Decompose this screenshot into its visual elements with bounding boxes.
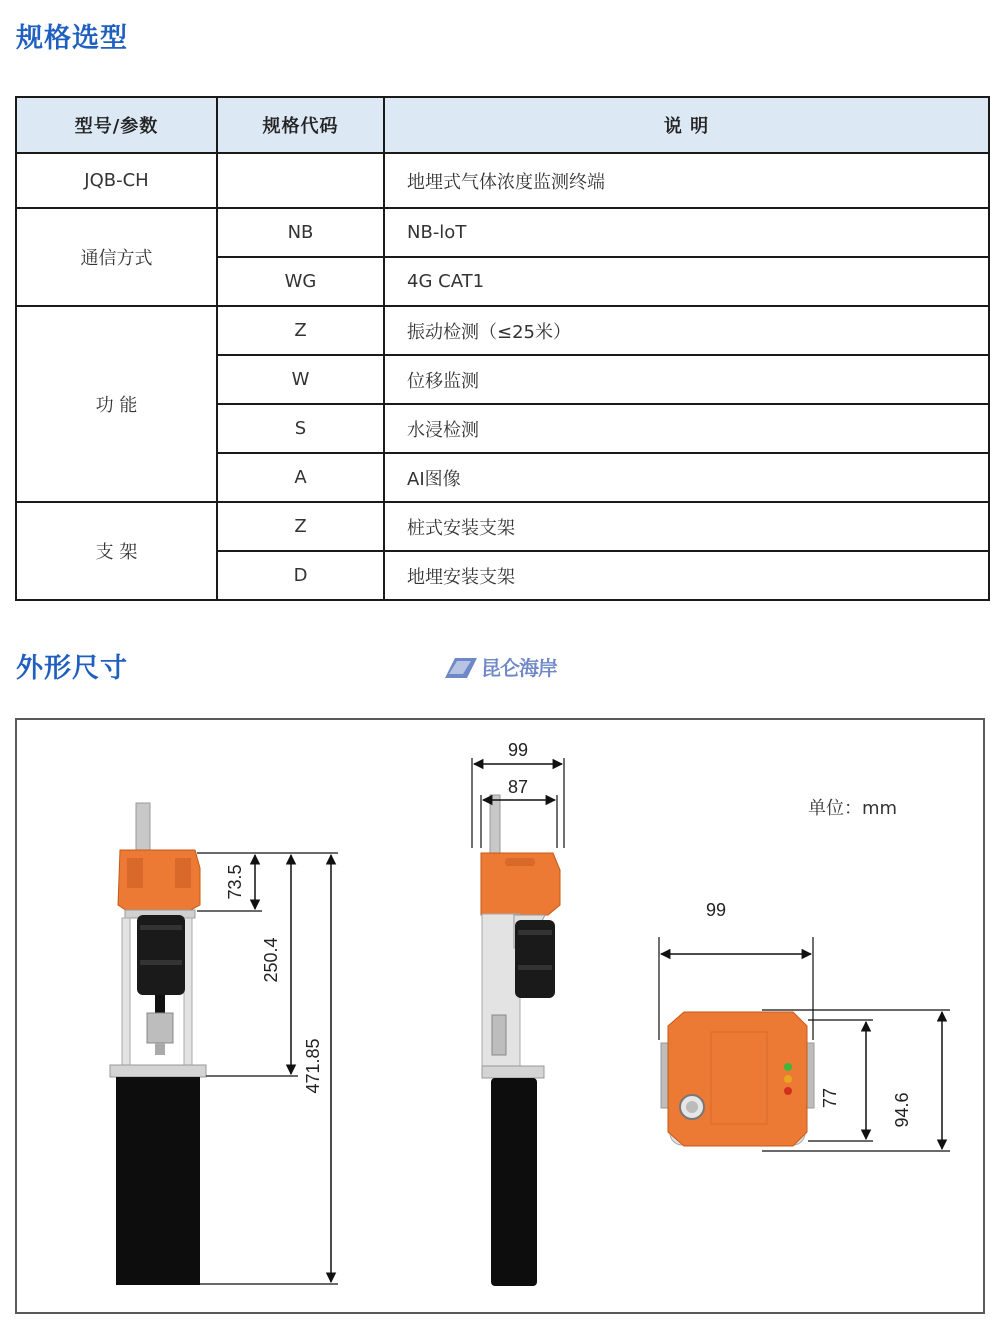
spec-desc: NB-loT	[384, 208, 989, 257]
dim-side-inner-width: 87	[507, 777, 529, 797]
spec-desc: AI图像	[384, 453, 989, 502]
spec-code: Z	[217, 306, 384, 355]
dim-top-width: 99	[705, 900, 727, 920]
header-code: 规格代码	[217, 97, 384, 153]
spec-code: Z	[217, 502, 384, 551]
front-view-device	[110, 803, 206, 1285]
header-desc: 说 明	[384, 97, 989, 153]
unit-label: 单位：mm	[808, 798, 898, 819]
front-view-dimensions	[197, 853, 338, 1284]
dim-top-depth-outer: 94.6	[892, 1092, 912, 1128]
logo-text: 昆仑海岸	[481, 656, 557, 680]
dim-total-height: 471.85	[303, 1038, 323, 1094]
spec-desc: 振动检测（≤25米）	[384, 306, 989, 355]
spec-code: NB	[217, 208, 384, 257]
group-label-function: 功 能	[16, 306, 217, 502]
group-label-comm: 通信方式	[16, 208, 217, 306]
group-label-bracket: 支 架	[16, 502, 217, 600]
spec-code: S	[217, 404, 384, 453]
spec-desc: 桩式安装支架	[384, 502, 989, 551]
spec-desc: 位移监测	[384, 355, 989, 404]
dimension-section-title: 外形尺寸	[16, 653, 128, 684]
spec-desc: 4G CAT1	[384, 257, 989, 306]
led-green-icon	[784, 1063, 792, 1071]
side-view-dimensions	[472, 740, 564, 848]
spec-section-title: 规格选型	[16, 23, 128, 54]
led-yellow-icon	[784, 1075, 792, 1083]
header-model: 型号/参数	[16, 97, 217, 153]
spec-code: WG	[217, 257, 384, 306]
dim-bracket-height: 250.4	[261, 937, 281, 983]
spec-code: W	[217, 355, 384, 404]
top-view-device	[661, 1012, 814, 1146]
model-desc: 地埋式气体浓度监测终端	[384, 153, 989, 208]
led-red-icon	[784, 1087, 792, 1095]
dim-side-outer-width: 99	[507, 740, 529, 760]
dim-head-height: 73.5	[225, 864, 245, 900]
spec-desc: 地埋安装支架	[384, 551, 989, 600]
model-name: JQB-CH	[16, 153, 217, 208]
spec-code: D	[217, 551, 384, 600]
dim-top-depth-inner: 77	[820, 1087, 840, 1109]
spec-desc: 水浸检测	[384, 404, 989, 453]
side-view-device	[481, 795, 560, 1286]
spec-code: A	[217, 453, 384, 502]
